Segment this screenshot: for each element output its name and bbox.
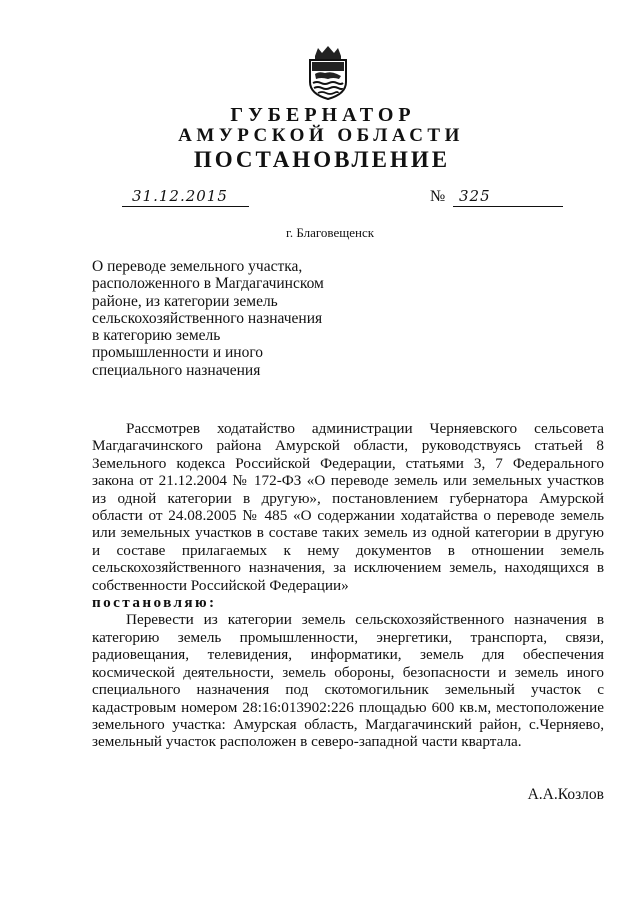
subject-line: в категорию земель xyxy=(92,327,221,345)
number-field xyxy=(453,189,563,207)
number-label: № xyxy=(430,188,446,205)
subject-line: О переводе земельного участка, xyxy=(92,258,303,275)
date-field xyxy=(122,189,249,207)
header-title-decree: ПОСТАНОВЛЕНИЕ xyxy=(193,147,451,172)
header-title-governor: ГУБЕРНАТОР xyxy=(230,104,416,126)
header-title-region: АМУРСКОЙ ОБЛАСТИ xyxy=(178,125,464,146)
date-value: 31.12.2015 xyxy=(132,187,228,205)
coat-of-arms-icon xyxy=(303,44,353,100)
number-value: 325 xyxy=(459,187,491,205)
resolve-word: постановляю: xyxy=(92,594,217,612)
subject-line: специального назначения xyxy=(92,361,261,379)
body-paragraph-resolution: Перевести из категории земель сельскохозяйственного назначения в категорию земель промышленности, энергетики, транспорта, связи, радиовещания, телевидения, информатики, земель для обеспечения космической деятельности, земель обороны, безопасности и земель иного специального назначения под скотомогильник земельный участок с кадастровым номером 28:16:013902:226 площадью 600 кв.м, местоположение земельного участка: Амурская область, Магдагачинский район, с.Черняево, земельный участок расположен в северо-западной части квартала. xyxy=(92,611,604,751)
subject-line: расположенного в Магдагачинском xyxy=(92,275,324,293)
signature-name: А.А.Козлов xyxy=(527,786,604,803)
body-paragraph-preamble: Рассмотрев ходатайство администрации Черняевского сельсовета Магдагачинского района Амурской области, руководствуясь статьей 8 Земельного кодекса Российской Федерации, статьями 3, 7 Федерального закона от 21.12.2004 № 172-ФЗ «О переводе земель или земельных участков из одной категории в другую», постановлением губернатора Амурской области от 24.08.2005 № 485 «О содержании ходатайства о переводе земель или земельных участков в составе таких земель из одной категории в другую и составе прилагаемых к нему документов в отношении земель сельскохозяйственного назначения, за исключением земель, находящихся в собственности Российской Федерации» xyxy=(92,420,604,594)
subject-line: сельскохозяйственного назначения xyxy=(92,309,323,327)
subject-line: промышленности и иного xyxy=(92,344,264,362)
city-label: г. Благовещенск xyxy=(285,225,375,240)
subject-line: районе, из категории земель xyxy=(92,292,278,310)
decree-subject xyxy=(92,258,342,379)
decree-body xyxy=(92,420,604,751)
